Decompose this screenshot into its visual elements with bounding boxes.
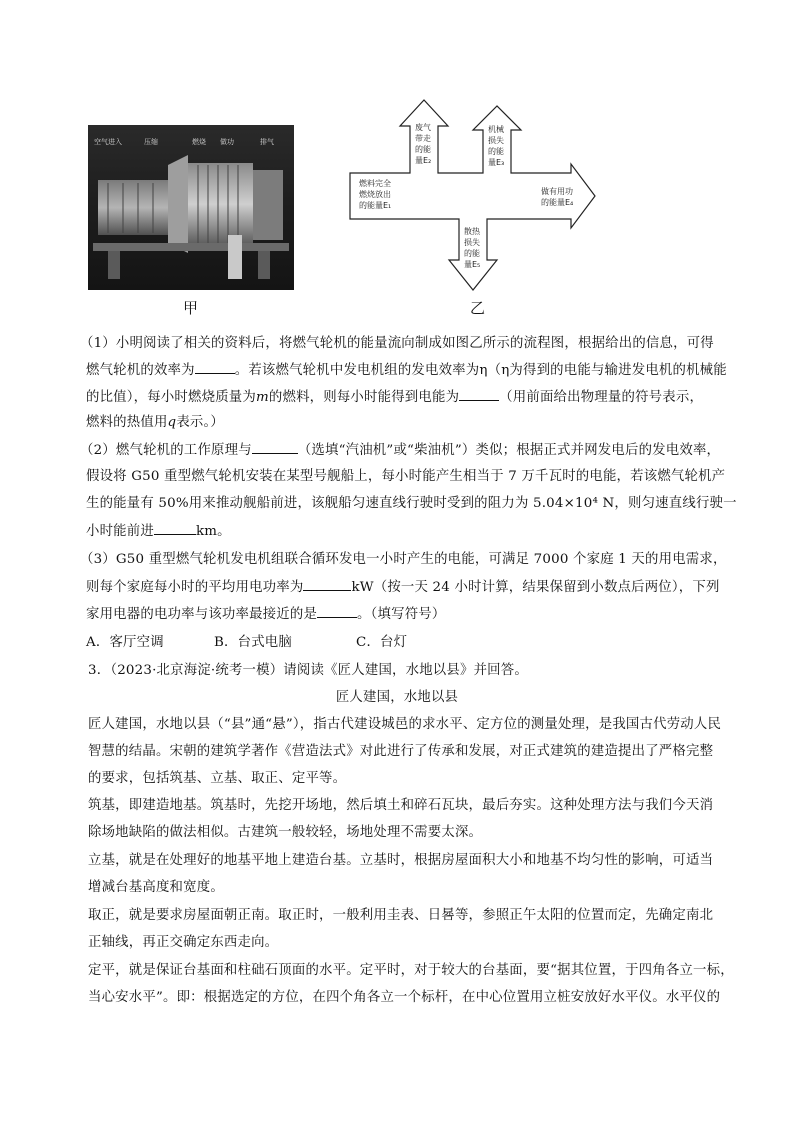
q1-blank-energy[interactable] xyxy=(459,387,499,401)
article-p1-line3: 的要求，包括筑基、立基、取正、定平等。 xyxy=(88,771,347,786)
article-p1-line1: 匠人建国，水地以县（“县”通“悬”），指古代建设城邑的求水平、定方位的测量处理，是我国古代劳动人民 xyxy=(88,717,722,732)
q3-options xyxy=(86,633,407,653)
q3-line1: （3）G50 重型燃气轮机发电机组联合循环发电一小时产生的电能，可满足 7000 个家庭 1 天的用电需求， xyxy=(80,552,727,567)
flow-mech-line1: 机械 xyxy=(488,125,504,134)
article-p3-line1: 立基，就是在处理好的地基平地上建造台基。立基时，根据房屋面积大小和地基不均匀性的影响，可适当 xyxy=(88,853,714,868)
q1-line4: 燃料的热值用q表示。） xyxy=(86,415,224,430)
svg-text:做有用功 xyxy=(541,186,573,196)
svg-text:损失 xyxy=(464,237,480,247)
problem3-header: 3．（2023·北京海淀·统考一模）请阅读《匠人建国，水地以县》并回答。 xyxy=(88,663,528,678)
svg-text:废气 xyxy=(415,122,431,132)
photo-label-compress: 压缩 xyxy=(144,138,158,146)
q3-blank-power[interactable] xyxy=(303,577,351,591)
q3-blank-appliance[interactable] xyxy=(317,604,357,618)
flow-heat-line4: 量E₅ xyxy=(464,260,481,269)
article-p5-line2: 当心安水平”。即：根据选定的方位，在四个角各立一个标杆，在中心位置用立桩安放好水平仪。水平仪的 xyxy=(88,990,721,1005)
q2-line1: （2）燃气轮机的工作原理与 （选填“汽油机”或“柴油机”）类似；根据正式并网发电后的发电效率， xyxy=(80,440,720,461)
svg-text:机械 xyxy=(488,124,504,134)
q2-line4: 小时能前进 km。 xyxy=(86,521,231,542)
svg-text:量E₃ xyxy=(488,157,504,167)
article-p2-line1: 筑基，即建造地基。筑基时，先挖开场地，然后填土和碎石瓦块，最后夯实。这种处理方法与我们今天消 xyxy=(88,798,714,813)
q2-line3: 生的能量有 50%用来推动舰船前进，该舰船匀速直线行驶时受到的阻力为 5.04×10⁴ N，则匀速直线行驶一 xyxy=(86,496,737,511)
q1-line1: （1）小明阅读了相关的资料后，将燃气轮机的能量流向制成如图乙所示的流程图，根据给出的信息，可得 xyxy=(80,336,714,351)
article-p3-line2: 增减台基高度和宽度。 xyxy=(88,880,224,895)
option-c[interactable]: C．台灯 xyxy=(356,635,408,650)
q3-line3: 家用电器的电功率与该功率最接近的是 。（填写符号） xyxy=(86,604,445,625)
option-b[interactable]: B．台式电脑 xyxy=(214,635,292,650)
flow-mech-line4: 量E₃ xyxy=(488,158,505,167)
article-p5-line1: 定平，就是保证台基面和柱础石顶面的水平。定平时，对于较大的台基面，要“据其位置，于四角各立一标， xyxy=(88,963,734,978)
svg-text:损失 xyxy=(488,135,504,145)
photo-label-intake: 空气进入 xyxy=(94,138,122,146)
flow-exhaust-line4: 量E₂ xyxy=(415,156,432,165)
flow-input-line1: 燃料完全 xyxy=(359,179,391,188)
svg-text:散热 xyxy=(464,226,481,236)
caption-yi: 乙 xyxy=(470,299,486,317)
flow-mech-line2: 损失 xyxy=(488,136,504,145)
svg-text:的能 xyxy=(488,146,504,156)
q1-line3: 的比值），每小时燃烧质量为m的燃料，则每小时能得到电能为 （用前面给出物理量的符号表示， xyxy=(86,387,703,408)
q3-line2: 则每个家庭每小时的平均用电功率为 kW（按一天 24 小时计算，结果保留到小数点后两位），下列 xyxy=(86,577,720,598)
flow-useful-line1: 做有用功 xyxy=(541,187,573,196)
flow-input-line3: 的能量E₁ xyxy=(359,201,392,210)
flow-input-line2: 燃烧放出 xyxy=(359,190,391,199)
q1-line2: 燃气轮机的效率为 。若该燃气轮机中发电机组的发电效率为η（η为得到的电能与输进发电机的机械能 xyxy=(86,360,727,381)
article-p2-line2: 除场地缺陷的做法相似。古建筑一般较轻，场地处理不需要太深。 xyxy=(88,825,483,840)
energy-flow-diagram xyxy=(345,98,600,298)
flow-heat-line2: 损失 xyxy=(464,238,480,247)
turbine-photo xyxy=(88,125,294,290)
q2-blank-engine[interactable] xyxy=(252,440,298,454)
caption-jia: 甲 xyxy=(183,299,199,317)
svg-text:量E₅ xyxy=(464,259,480,269)
svg-text:的能量E₁ xyxy=(359,200,391,210)
q2-line2: 假设将 G50 重型燃气轮机安装在某型号舰船上，每小时能产生相当于 7 万千瓦时的电能，若该燃气轮机产 xyxy=(86,469,726,484)
article-p4-line1: 取正，就是要求房屋面朝正南。取正时，一般利用圭表、日晷等，参照正午太阳的位置而定，先确定南北 xyxy=(88,908,714,923)
photo-label-exhaust: 排气 xyxy=(260,138,274,146)
photo-label-combust: 燃烧 xyxy=(192,138,206,146)
photo-label-work: 做功 xyxy=(220,138,234,146)
q1-blank-efficiency[interactable] xyxy=(195,360,235,374)
flow-heat-line3: 的能 xyxy=(464,249,480,258)
svg-text:量E₂ xyxy=(415,155,431,165)
turbine-drawing xyxy=(88,125,294,290)
svg-text:的能 xyxy=(464,248,480,258)
q2-blank-distance[interactable] xyxy=(154,521,196,535)
article-title: 匠人建国，水地以县 xyxy=(335,690,459,705)
flow-heat-line1: 散热 xyxy=(464,227,480,236)
article-p4-line2: 正轴线，再正交确定东西走向。 xyxy=(88,935,279,950)
svg-text:的能 xyxy=(415,144,431,154)
flow-exhaust-line1: 废气 xyxy=(415,123,431,132)
flow-exhaust-line2: 带走 xyxy=(415,134,431,143)
flow-exhaust-line3: 的能 xyxy=(415,145,431,154)
svg-text:燃料完全 xyxy=(359,178,391,188)
svg-text:带走 xyxy=(415,133,431,143)
svg-text:的能量E₄ xyxy=(541,197,573,207)
option-a[interactable]: A．客厅空调 xyxy=(86,635,164,650)
svg-text:燃烧放出 xyxy=(359,189,391,199)
article-p1-line2: 智慧的结晶。宋朝的建筑学著作《营造法式》对此进行了传承和发展，对正式建筑的建造提出了严格完整 xyxy=(88,744,714,759)
flow-useful-line2: 的能量E₄ xyxy=(541,198,574,207)
flow-mech-line3: 的能 xyxy=(488,147,504,156)
